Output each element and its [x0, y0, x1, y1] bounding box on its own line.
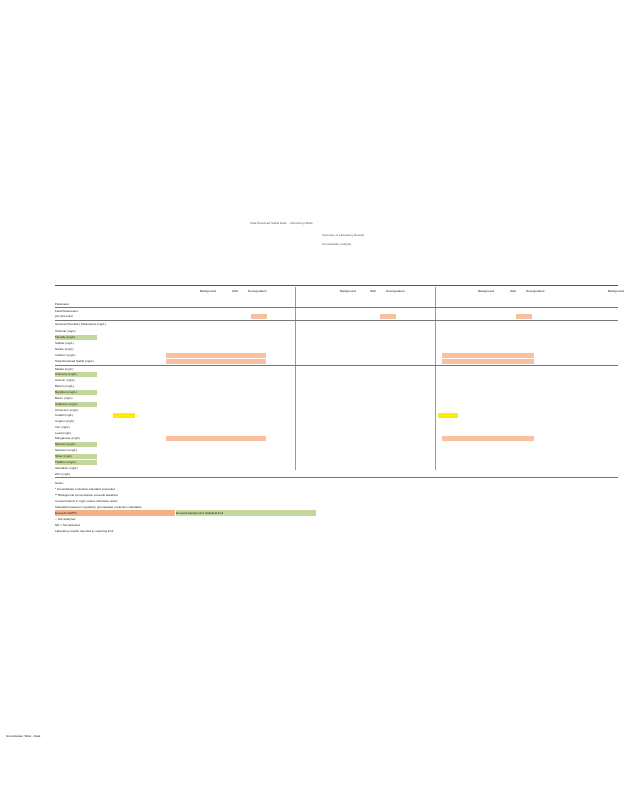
table-row [55, 402, 618, 407]
group-header: Well [510, 289, 516, 293]
row-label: Mercury (mg/L) [55, 442, 97, 447]
group-header: Downgradient [386, 289, 405, 293]
note-line: ND = Not detected [55, 523, 80, 527]
legend-row [55, 510, 355, 516]
row-label: Zinc (mg/L) [55, 472, 71, 476]
row-label: Parameter [55, 302, 70, 306]
table-row [55, 442, 618, 447]
highlight-cell [113, 413, 135, 418]
highlight-cell [166, 359, 266, 364]
note-line: Standards based on regulatory groundwater protection standards [55, 505, 142, 509]
group-header: Background [340, 289, 357, 293]
row-label: Calcium (mg/L) [55, 353, 76, 357]
table-row [55, 466, 618, 471]
table-row [55, 372, 618, 377]
table-row [55, 436, 618, 441]
highlight-cell [516, 314, 532, 319]
group-header: Downgradient [248, 289, 267, 293]
note-line: Laboratory results reported to reporting limit [55, 529, 114, 533]
row-label: Selenium (mg/L) [55, 448, 78, 452]
group-header: Downgradient [526, 289, 545, 293]
legend-orange: Exceeds GWPS [55, 510, 175, 516]
highlight-cell [442, 359, 534, 364]
document-subtitle: Summary of Laboratory Results [322, 233, 365, 237]
table-row [55, 347, 618, 352]
document-subtitle-2: Groundwater Analysis [322, 242, 352, 246]
row-label: Fluoride (mg/L) [55, 335, 97, 340]
highlight-cell [166, 353, 266, 358]
row-label: Silver (mg/L) [55, 454, 97, 459]
row-label: Sulfate (mg/L) [55, 341, 74, 345]
table-row [55, 396, 618, 401]
note-line: ** Background concentration exceeds standard [55, 493, 118, 497]
row-label: Boron (mg/L) [55, 396, 73, 400]
page-footer: Groundwater Table - Data [6, 734, 41, 738]
row-label: Antimony (mg/L) [55, 372, 97, 377]
table-top-rule [55, 285, 618, 286]
note-line: Concentrations in mg/L unless otherwise noted [55, 499, 118, 503]
note-line: * Groundwater protection standard exceeded [55, 487, 115, 491]
row-label: pH (std units) [55, 314, 73, 318]
row-label: Cadmium (mg/L) [55, 402, 97, 407]
table-row [55, 390, 618, 395]
table-bottom-rule [55, 477, 618, 478]
legend-green: Exceeds background statistical limit [176, 510, 316, 516]
note-line: -- Not analyzed [55, 517, 76, 521]
table-row [55, 454, 618, 459]
highlight-cell [166, 436, 266, 441]
table-row [55, 384, 618, 389]
table-row [55, 413, 618, 418]
table-row [55, 460, 618, 465]
highlight-cell [442, 353, 534, 358]
highlight-cell [442, 436, 534, 441]
row-label: Copper (mg/L) [55, 419, 75, 423]
row-label: Lead (mg/L) [55, 431, 72, 435]
row-label: Iron (mg/L) [55, 425, 70, 429]
document-title: Total Dissolved Solids Data ... Monitoring Wells [250, 221, 313, 225]
row-label: Metals (mg/L) [55, 367, 74, 371]
group-header: Background [608, 289, 624, 293]
table-row [55, 425, 618, 430]
table-row [55, 329, 618, 334]
row-label: General Chemistry Parameters (mg/L) [55, 322, 106, 326]
row-label: Field Parameters [55, 309, 78, 313]
table-row [55, 335, 618, 340]
table-row [55, 359, 618, 364]
group-header: Well [370, 289, 376, 293]
row-label: Chloride (mg/L) [55, 329, 76, 333]
row-label: Manganese (mg/L) [55, 436, 81, 440]
group-header: Background [200, 289, 217, 293]
row-divider [55, 320, 618, 321]
table-row [55, 378, 618, 383]
row-divider [55, 307, 618, 308]
row-label: Vanadium (mg/L) [55, 466, 78, 470]
highlight-cell [438, 413, 458, 418]
row-label: Total Dissolved Solids (mg/L) [55, 359, 94, 363]
table-row [55, 314, 618, 319]
row-label: Arsenic (mg/L) [55, 378, 75, 382]
table-row [55, 353, 618, 358]
row-divider [55, 365, 618, 366]
notes-section [55, 480, 355, 534]
table-row [55, 322, 618, 327]
row-label: Thallium (mg/L) [55, 460, 97, 465]
note-line: Notes: [55, 481, 64, 485]
row-label: Chromium (mg/L) [55, 408, 79, 412]
group-header: Background [478, 289, 495, 293]
table-row [55, 448, 618, 453]
row-label: Cobalt (mg/L) [55, 413, 74, 417]
row-label: Beryllium (mg/L) [55, 390, 97, 395]
highlight-cell [380, 314, 396, 319]
row-label: Barium (mg/L) [55, 384, 75, 388]
group-header: Well [232, 289, 238, 293]
highlight-cell [251, 314, 267, 319]
table-row [55, 341, 618, 346]
row-label: Nitrate (mg/L) [55, 347, 74, 351]
table-row [55, 419, 618, 424]
